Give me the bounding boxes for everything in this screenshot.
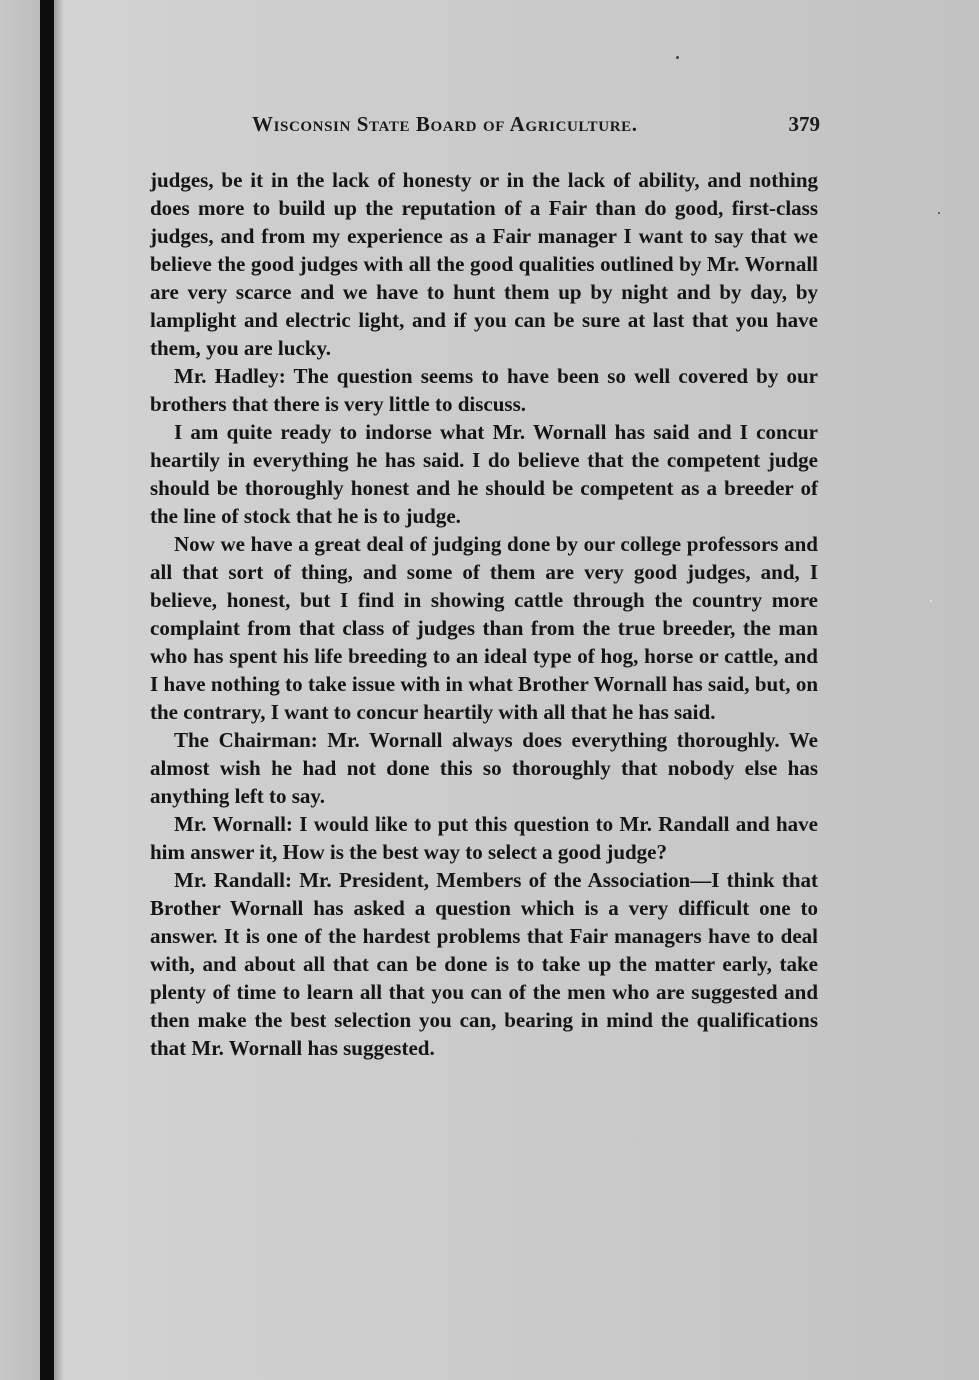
paragraph: The Chairman: Mr. Wornall always does everything thoroughly. We almost wish he had not done this so thoroughly that nobody else has anything left to say. xyxy=(150,728,818,808)
paragraph: Now we have a great deal of judging done by our college professors and all that sort of thing, and some of them are very good judges, and, I believe, honest, but I find in showing cattle through the country more complaint from that class of judges than from the true breeder, the man who has spent his life breeding to an ideal type of hog, horse or cattle, and I have nothing to take issue with in what Brother Wornall has said, but, on the contrary, I want to concur heartily with all that he has said. xyxy=(150,532,818,724)
paragraph: Mr. Wornall: I would like to put this question to Mr. Randall and have him answer it, How is the best way to select a good judge? xyxy=(150,812,818,864)
dust-speck xyxy=(938,212,940,214)
page-number: 379 xyxy=(788,112,820,136)
paragraph: judges, be it in the lack of honesty or in the lack of ability, and nothing does more to build up the reputation of a Fair than do good, first-class judges, and from my experience as a Fair manager I want to say that we believe the good judges with all the good qualities outlined by Mr. Wornall are very scarce and we have to hunt them up by night and by day, by lamplight and electric light, and if you can be sure at last that you have them, you are lucky. xyxy=(150,168,818,360)
binding-edge xyxy=(40,0,54,1380)
paragraph: Mr. Hadley: The question seems to have been so well covered by our brothers that there is very little to discuss. xyxy=(150,364,818,416)
paragraph: I am quite ready to indorse what Mr. Wornall has said and I concur heartily in everything he has said. I do believe that the competent judge should be thoroughly honest and he should be competent as a breeder of the line of stock that he is to judge. xyxy=(150,420,818,528)
dust-speck xyxy=(930,600,932,602)
binding-shadow xyxy=(54,0,64,1380)
paragraph: Mr. Randall: Mr. President, Members of the Association—I think that Brother Wornall has asked a question which is a very difficult one to answer. It is one of the hardest problems that Fair managers have to deal with, and about all that can be done is to take up the matter early, take plenty of time to learn all that you can of the men who are suggested and then make the best selection you can, bearing in mind the qualifications that Mr. Wornall has suggested. xyxy=(150,868,818,1060)
running-head xyxy=(148,112,820,142)
dust-speck xyxy=(676,56,679,59)
running-title: Wisconsin State Board of Agriculture. xyxy=(252,112,638,136)
body-text xyxy=(150,166,818,1062)
left-margin xyxy=(0,0,40,1380)
